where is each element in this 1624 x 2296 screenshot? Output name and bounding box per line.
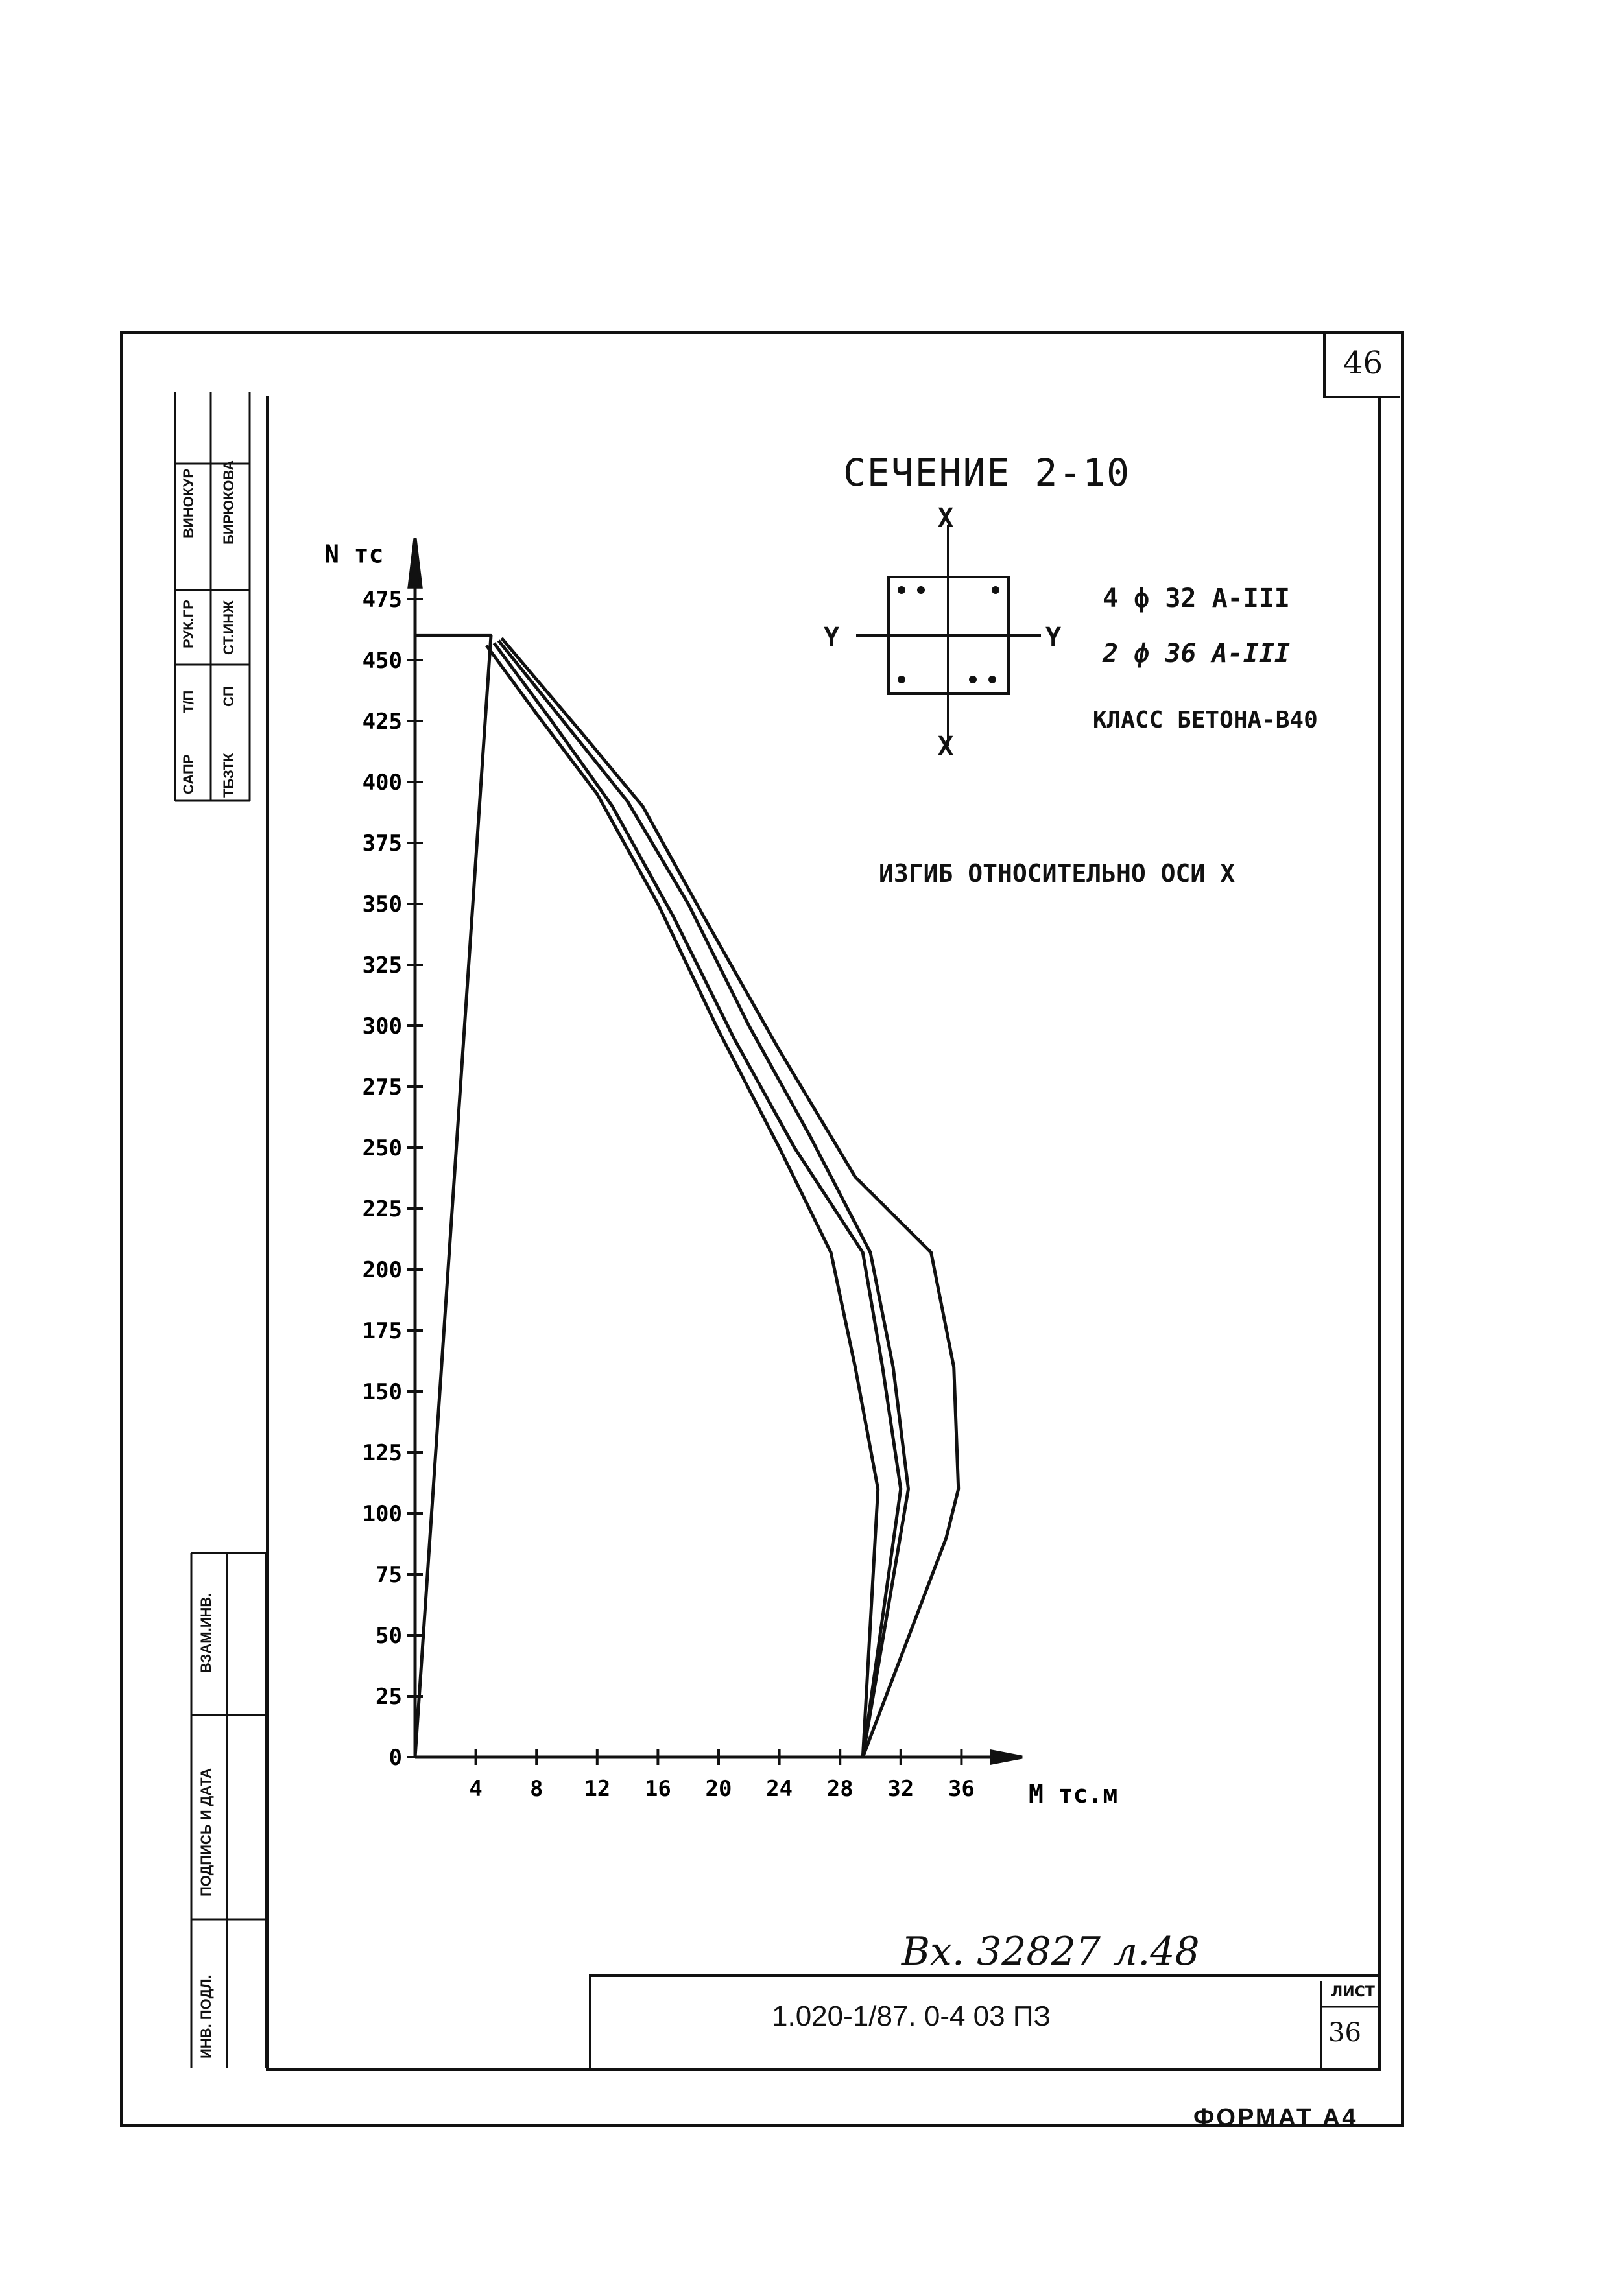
reinforcement-line-1: 4 ф 32 А-III bbox=[1103, 584, 1290, 613]
y-tick-label: 475 bbox=[362, 587, 402, 613]
sheet-label: ЛИСТ bbox=[1331, 1984, 1375, 2000]
document-code: 1.020-1/87. 0-4 03 ПЗ bbox=[772, 2000, 1051, 2032]
y-tick-label: 25 bbox=[376, 1684, 402, 1710]
y-tick-label: 325 bbox=[362, 953, 402, 978]
chart-x-arrow bbox=[992, 1751, 1022, 1763]
bending-note: ИЗГИБ ОТНОСИТЕЛЬНО ОСИ X bbox=[879, 859, 1236, 888]
sheet-number: 36 bbox=[1328, 2018, 1361, 2048]
y-tick-label: 75 bbox=[376, 1562, 402, 1588]
x-tick-label: 4 bbox=[469, 1776, 483, 1802]
axis-x-bottom-label: X bbox=[938, 731, 954, 761]
side-stamp-name-2: БИРЮКОВА bbox=[221, 460, 237, 545]
format-label: ФОРМАТ А4 bbox=[1193, 2104, 1358, 2131]
side-stamp-dept-1: Т/П bbox=[180, 690, 197, 713]
x-tick-label: 28 bbox=[826, 1776, 854, 1802]
y-tick-label: 50 bbox=[376, 1623, 402, 1649]
y-tick-label: 0 bbox=[388, 1745, 402, 1771]
axis-x-top-label: X bbox=[938, 503, 954, 533]
side-stamp-dept-4: ТБЗТК bbox=[221, 753, 237, 798]
side-stamp-role-2: СТ.ИНЖ bbox=[221, 600, 237, 655]
x-tick-label: 16 bbox=[644, 1776, 671, 1802]
axis-y-right-label: Y bbox=[1045, 622, 1062, 652]
interaction-curve-1 bbox=[415, 635, 491, 1757]
x-tick-label: 8 bbox=[529, 1776, 543, 1802]
y-tick-label: 425 bbox=[362, 709, 402, 735]
x-tick-label: 36 bbox=[948, 1776, 975, 1802]
y-tick-label: 450 bbox=[362, 648, 402, 674]
x-tick-label: 24 bbox=[766, 1776, 793, 1802]
sheet-number-top: 46 bbox=[1323, 331, 1400, 398]
chart-x-label: M тс.м bbox=[1029, 1780, 1118, 1808]
y-tick-label: 275 bbox=[362, 1074, 402, 1100]
x-tick-label: 20 bbox=[705, 1776, 732, 1802]
concrete-class: КЛАСС БЕТОНА-В40 bbox=[1093, 707, 1318, 733]
interaction-curve-2 bbox=[486, 645, 878, 1757]
side-stamp-sign-date: ПОДПИСЬ И ДАТА bbox=[198, 1768, 214, 1897]
y-tick-label: 175 bbox=[362, 1318, 402, 1344]
chart-y-arrow bbox=[409, 538, 421, 587]
y-tick-label: 150 bbox=[362, 1379, 402, 1405]
y-tick-label: 375 bbox=[362, 831, 402, 857]
y-tick-label: 225 bbox=[362, 1196, 402, 1222]
side-stamp-replace: ВЗАМ.ИНВ. bbox=[198, 1592, 214, 1673]
y-tick-label: 300 bbox=[362, 1013, 402, 1039]
y-tick-label: 250 bbox=[362, 1135, 402, 1161]
handwritten-registration: Вх. 32827 л.48 bbox=[902, 1929, 1200, 1974]
reinforcement-line-2: 2 ф 36 А-III bbox=[1103, 639, 1290, 669]
chart-y-label: N тс bbox=[324, 539, 384, 569]
side-stamp-inv: ИНВ. ПОДЛ. bbox=[198, 1974, 214, 2059]
interaction-curve-4 bbox=[499, 641, 909, 1757]
side-stamp-name-1: ВИНОКУР bbox=[180, 468, 197, 538]
x-tick-label: 12 bbox=[584, 1776, 611, 1802]
y-tick-label: 350 bbox=[362, 892, 402, 917]
side-stamp-dept-2: СП bbox=[221, 686, 237, 707]
interaction-curve-3 bbox=[494, 643, 901, 1757]
side-stamp-role-1: РУК.ГР bbox=[180, 600, 197, 648]
y-tick-label: 200 bbox=[362, 1257, 402, 1283]
axis-y-left-label: Y bbox=[824, 622, 840, 652]
y-tick-label: 125 bbox=[362, 1440, 402, 1466]
side-stamp-dept-3: САПР bbox=[180, 754, 197, 794]
y-tick-label: 100 bbox=[362, 1501, 402, 1527]
interaction-chart bbox=[298, 539, 1118, 1829]
y-tick-label: 400 bbox=[362, 770, 402, 796]
x-tick-label: 32 bbox=[887, 1776, 914, 1802]
section-title: СЕЧЕНИЕ 2-10 bbox=[843, 451, 1131, 495]
